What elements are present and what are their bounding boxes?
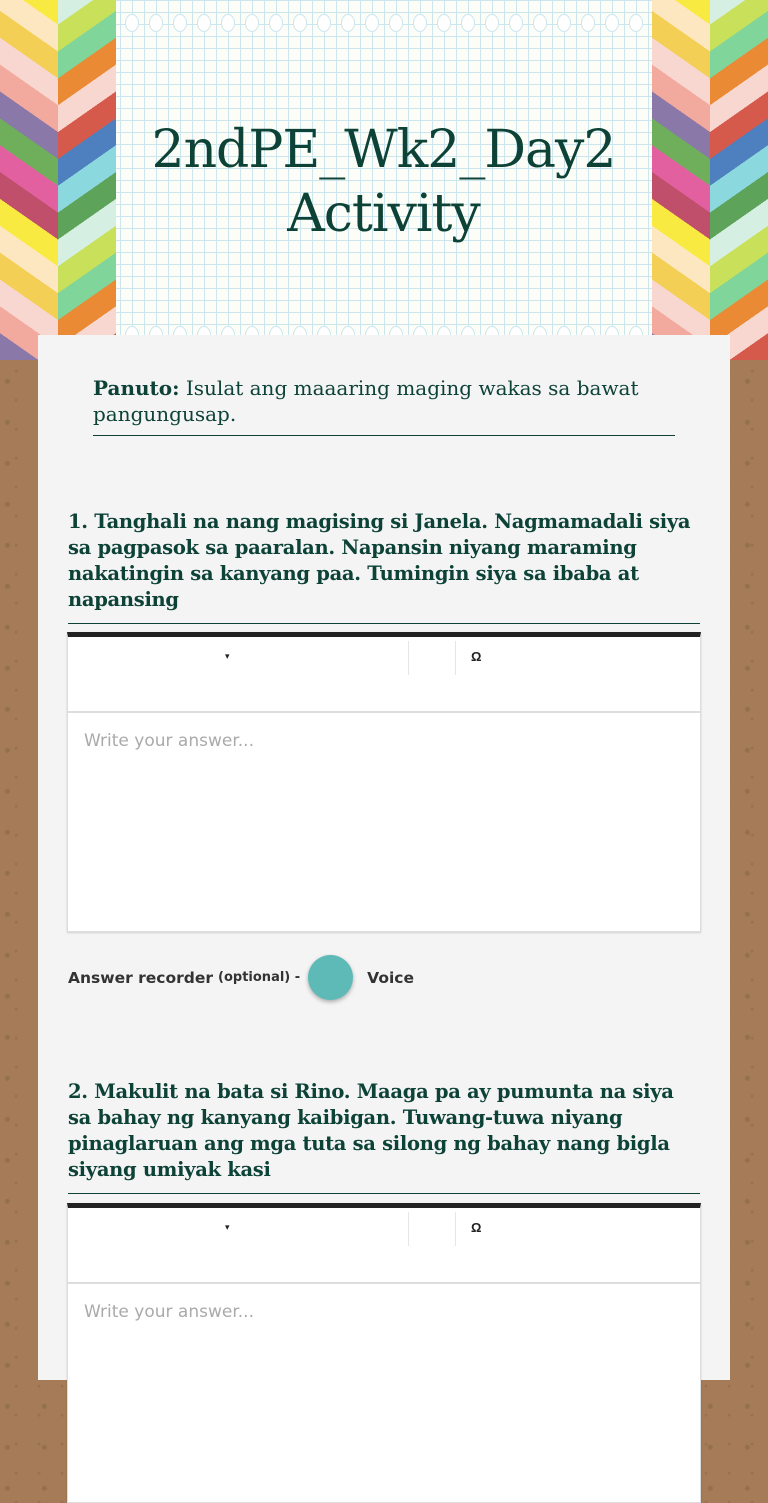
dropdown-caret-icon[interactable]: ▾ [225, 651, 230, 661]
recorder-label: Answer recorder [68, 968, 214, 987]
answer-input[interactable]: Write your answer... [84, 731, 254, 751]
answer-editor-1 [67, 632, 701, 932]
answer-input[interactable]: Write your answer... [84, 1302, 254, 1322]
recorder-optional: (optional) - [218, 970, 301, 985]
decor-stripes [710, 0, 768, 360]
notebook-holes [125, 14, 643, 32]
decor-stripes [652, 0, 710, 360]
answer-editor-2 [67, 1203, 701, 1503]
answer-recorder [68, 955, 414, 1000]
special-char-button[interactable]: Ω [471, 1220, 482, 1235]
question-2: 2. Makulit na bata si Rino. Maaga pa ay pumunta na siya sa bahay ng kanyang kaibigan. Tuwang-tuwa niyang pinaglaruan ang mga tuta sa silong ng bahay nang bigla siyang umiyak kasi [68, 1079, 700, 1194]
dropdown-caret-icon[interactable]: ▾ [225, 1222, 230, 1232]
header-banner [0, 0, 768, 360]
special-char-button[interactable]: Ω [471, 649, 482, 664]
page-title: 2ndPE_Wk2_Day2 Activity [151, 120, 616, 244]
voice-label: Voice [367, 968, 414, 987]
editor-toolbar [68, 637, 700, 713]
instructions [93, 375, 675, 436]
decor-stripes [58, 0, 116, 360]
worksheet-card [38, 335, 730, 1380]
record-voice-button[interactable] [308, 955, 353, 1000]
instructions-label: Panuto: [93, 376, 180, 400]
decor-stripes [0, 0, 58, 360]
instructions-text: Isulat ang maaaring maging wakas sa bawat pangungusap. [93, 376, 639, 426]
editor-toolbar [68, 1208, 700, 1284]
question-1: 1. Tanghali na nang magising si Janela. Nagmamadali siya sa pagpasok sa paaralan. Napansin niyang maraming nakatingin sa kanyang paa. Tumingin siya sa ibaba at napansing [68, 509, 700, 624]
